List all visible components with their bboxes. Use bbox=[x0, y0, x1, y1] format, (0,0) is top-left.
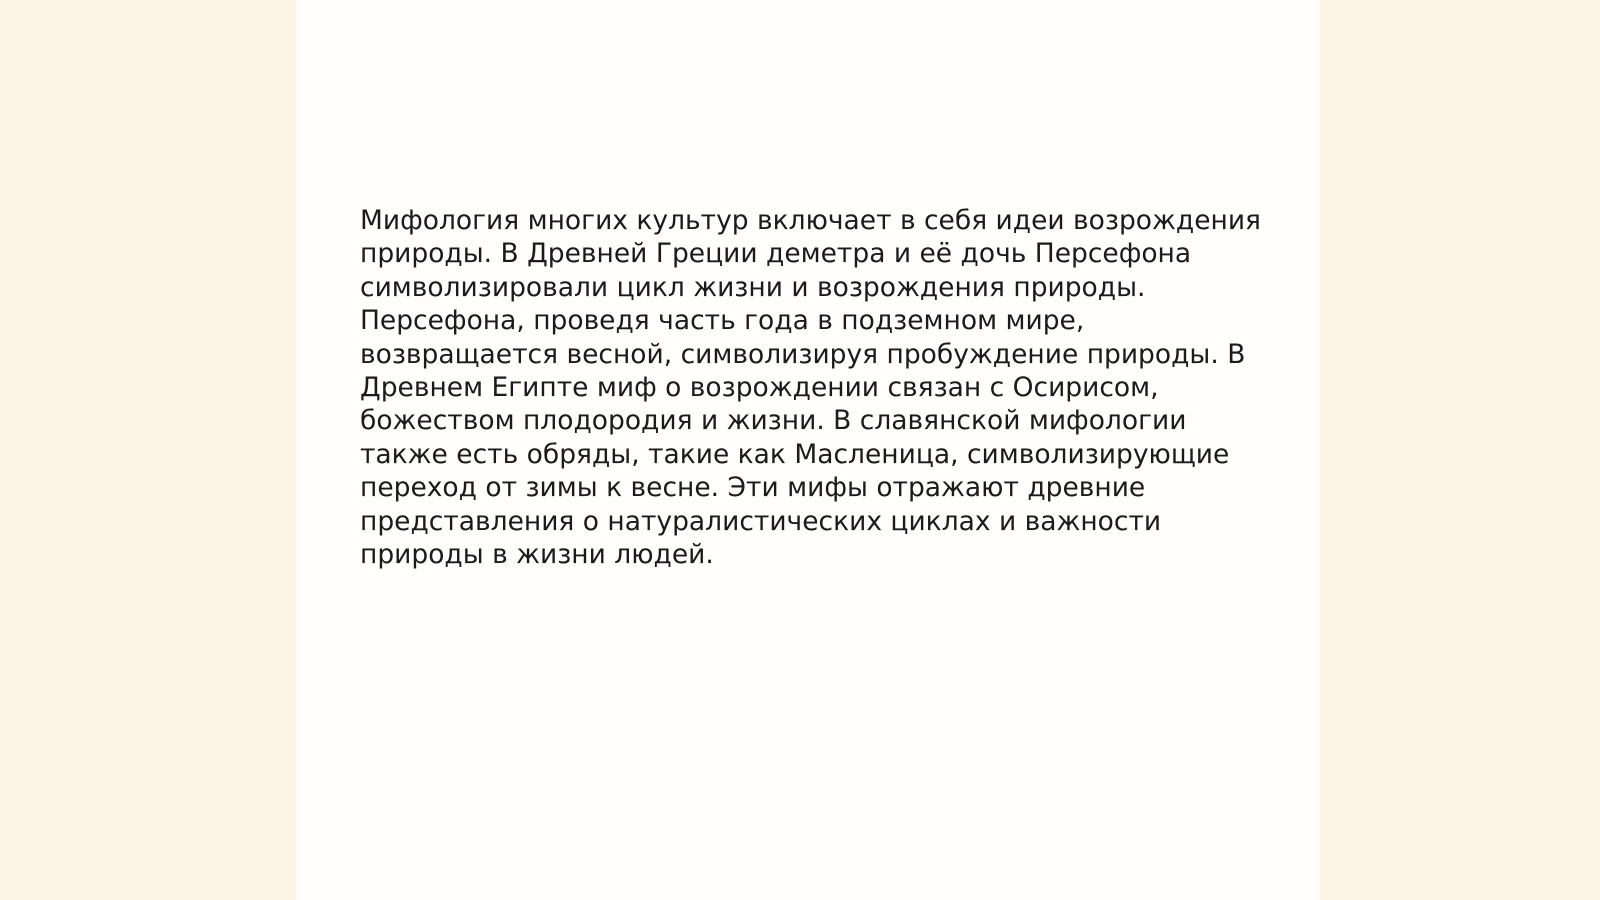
right-margin bbox=[1320, 0, 1600, 900]
paragraph-line: представления о натуралистических циклах и важности bbox=[360, 505, 1162, 537]
left-margin bbox=[0, 0, 296, 900]
paragraph-line: переход от зимы к весне. Эти мифы отражают древние bbox=[360, 472, 1146, 504]
paragraph-line: природы. В Древней Греции деметра и её дочь Персефона bbox=[360, 238, 1192, 270]
paragraph-line: природы в жизни людей. bbox=[360, 539, 714, 571]
body-paragraph bbox=[360, 204, 1260, 571]
paragraph-line: возвращается весной, символизируя пробуждение природы. В bbox=[360, 338, 1246, 370]
paragraph-line: Древнем Египте миф о возрождении связан с Осирисом, bbox=[360, 372, 1159, 404]
paragraph-line: символизировали цикл жизни и возрождения природы. bbox=[360, 271, 1146, 303]
paragraph-line: также есть обряды, такие как Масленица, символизирующие bbox=[360, 438, 1230, 470]
paragraph-line: Персефона, проведя часть года в подземном мире, bbox=[360, 305, 1085, 337]
slide-page bbox=[296, 0, 1320, 900]
paragraph-line: божеством плодородия и жизни. В славянской мифологии bbox=[360, 405, 1187, 437]
paragraph-line: Мифология многих культур включает в себя идеи возрождения bbox=[360, 205, 1261, 236]
